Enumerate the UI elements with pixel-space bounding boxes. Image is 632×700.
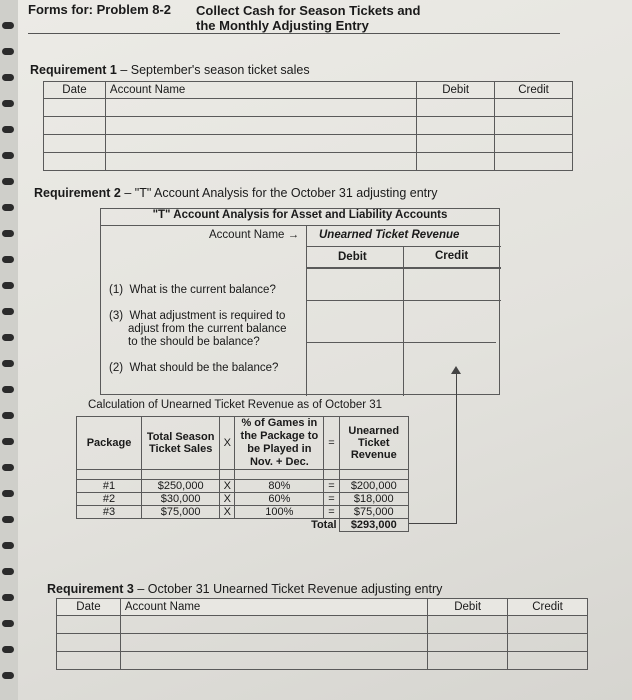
table-row: #2 $30,000 X 60% = $18,000 (77, 493, 409, 506)
account-name-label: Account Name → (209, 229, 300, 241)
ring-icon (2, 178, 14, 185)
form-title: Collect Cash for Season Tickets and the Monthly Adjusting Entry (196, 3, 421, 33)
t-account-title: "T" Account Analysis for Asset and Liability Accounts (101, 209, 499, 226)
entry-cell[interactable] (105, 117, 416, 135)
date-col-header: Date (57, 599, 121, 616)
entry-cell[interactable] (417, 99, 495, 117)
ring-icon (2, 308, 14, 315)
credit-col-header: Credit (508, 599, 588, 616)
table-row (57, 634, 588, 652)
unearned-revenue-header: Unearned Ticket Revenue (339, 417, 408, 470)
ring-icon (2, 490, 14, 497)
entry-cell[interactable] (105, 99, 416, 117)
entry-cell[interactable] (120, 616, 427, 634)
account-name-value: Unearned Ticket Revenue (319, 229, 460, 241)
entry-cell[interactable] (495, 99, 573, 117)
ring-icon (2, 568, 14, 575)
debit-col-header: Debit (417, 82, 495, 99)
total-value: $293,000 (339, 519, 408, 532)
ring-icon (2, 412, 14, 419)
ring-icon (2, 152, 14, 159)
entry-cell[interactable] (495, 153, 573, 171)
entry-cell[interactable] (495, 135, 573, 153)
calc-title: Calculation of Unearned Ticket Revenue as of October 31 (88, 399, 383, 411)
ring-icon (2, 672, 14, 679)
t-credit-label: Credit (435, 250, 469, 262)
entry-cell[interactable] (428, 634, 508, 652)
table-header-row (44, 82, 573, 99)
entry-cell[interactable] (44, 117, 106, 135)
req1-journal-table (43, 81, 573, 171)
entry-cell[interactable] (105, 153, 416, 171)
table-row: #3 $75,000 X 100% = $75,000 (77, 506, 409, 519)
table-row (57, 652, 588, 670)
entry-cell[interactable] (44, 153, 106, 171)
t-debit-label: Debit (338, 251, 367, 263)
table-row (44, 153, 573, 171)
ring-icon (2, 22, 14, 29)
entry-cell[interactable] (417, 117, 495, 135)
total-label: Total (311, 519, 337, 532)
ring-icon (2, 386, 14, 393)
debit-col-header: Debit (428, 599, 508, 616)
entry-cell[interactable] (508, 616, 588, 634)
entry-cell[interactable] (57, 616, 121, 634)
entry-cell[interactable] (120, 652, 427, 670)
pct-games-header: % of Games in the Package to be Played in Nov. + Dec. (235, 417, 324, 470)
entry-cell[interactable] (417, 135, 495, 153)
ring-icon (2, 360, 14, 367)
ring-icon (2, 256, 14, 263)
entry-cell[interactable] (57, 634, 121, 652)
ring-icon (2, 438, 14, 445)
table-header-row (57, 599, 588, 616)
entry-cell[interactable] (417, 153, 495, 171)
ring-icon (2, 100, 14, 107)
ring-icon (2, 230, 14, 237)
package-header: Package (77, 417, 142, 470)
entry-cell[interactable] (428, 616, 508, 634)
equals-header: = (324, 417, 339, 470)
req3-heading: Requirement 3 – October 31 Unearned Ticket Revenue adjusting entry (47, 582, 443, 596)
connector-line (456, 372, 457, 524)
table-row (57, 616, 588, 634)
ring-icon (2, 48, 14, 55)
ring-icon (2, 126, 14, 133)
question-should-be-balance: (2) What should be the balance? (109, 362, 279, 374)
entry-cell[interactable] (428, 652, 508, 670)
question-adjustment: (3) What adjustment is required to adjust from the current balance to the should be balance? (109, 310, 287, 348)
entry-cell[interactable] (105, 135, 416, 153)
entry-cell[interactable] (495, 117, 573, 135)
ring-icon (2, 334, 14, 341)
table-row (44, 117, 573, 135)
total-row (77, 519, 409, 532)
table-row (44, 135, 573, 153)
connector-line (409, 523, 456, 524)
req3-journal-table (56, 598, 588, 670)
credit-col-header: Credit (495, 82, 573, 99)
ring-icon (2, 204, 14, 211)
ring-icon (2, 74, 14, 81)
calc-header-row (77, 417, 409, 470)
entry-cell[interactable] (508, 634, 588, 652)
t-left-divider (306, 226, 307, 396)
t-center-divider (403, 247, 404, 396)
question-current-balance: (1) What is the current balance? (109, 284, 276, 296)
spiral-binding (0, 0, 18, 700)
date-col-header: Date (44, 82, 106, 99)
t-account-box (100, 208, 500, 395)
table-row (44, 99, 573, 117)
ring-icon (2, 620, 14, 627)
t-divider (306, 342, 496, 343)
account-name-col-header: Account Name (120, 599, 427, 616)
req2-heading: Requirement 2 – "T" Account Analysis for the October 31 adjusting entry (34, 186, 438, 200)
ring-icon (2, 542, 14, 549)
calc-table (76, 416, 409, 532)
ring-icon (2, 646, 14, 653)
forms-for-label: Forms for: Problem 8-2 (28, 2, 172, 17)
entry-cell[interactable] (120, 634, 427, 652)
account-name-col-header: Account Name (105, 82, 416, 99)
entry-cell[interactable] (44, 99, 106, 117)
ring-icon (2, 516, 14, 523)
table-row: #1 $250,000 X 80% = $200,000 (77, 480, 409, 493)
ring-icon (2, 464, 14, 471)
header-divider (28, 33, 560, 34)
req1-heading: Requirement 1 – September's season ticket sales (30, 63, 310, 77)
times-header: X (220, 417, 235, 470)
ring-icon (2, 594, 14, 601)
entry-cell[interactable] (44, 135, 106, 153)
entry-cell[interactable] (57, 652, 121, 670)
ring-icon (2, 282, 14, 289)
total-sales-header: Total Season Ticket Sales (142, 417, 220, 470)
entry-cell[interactable] (508, 652, 588, 670)
